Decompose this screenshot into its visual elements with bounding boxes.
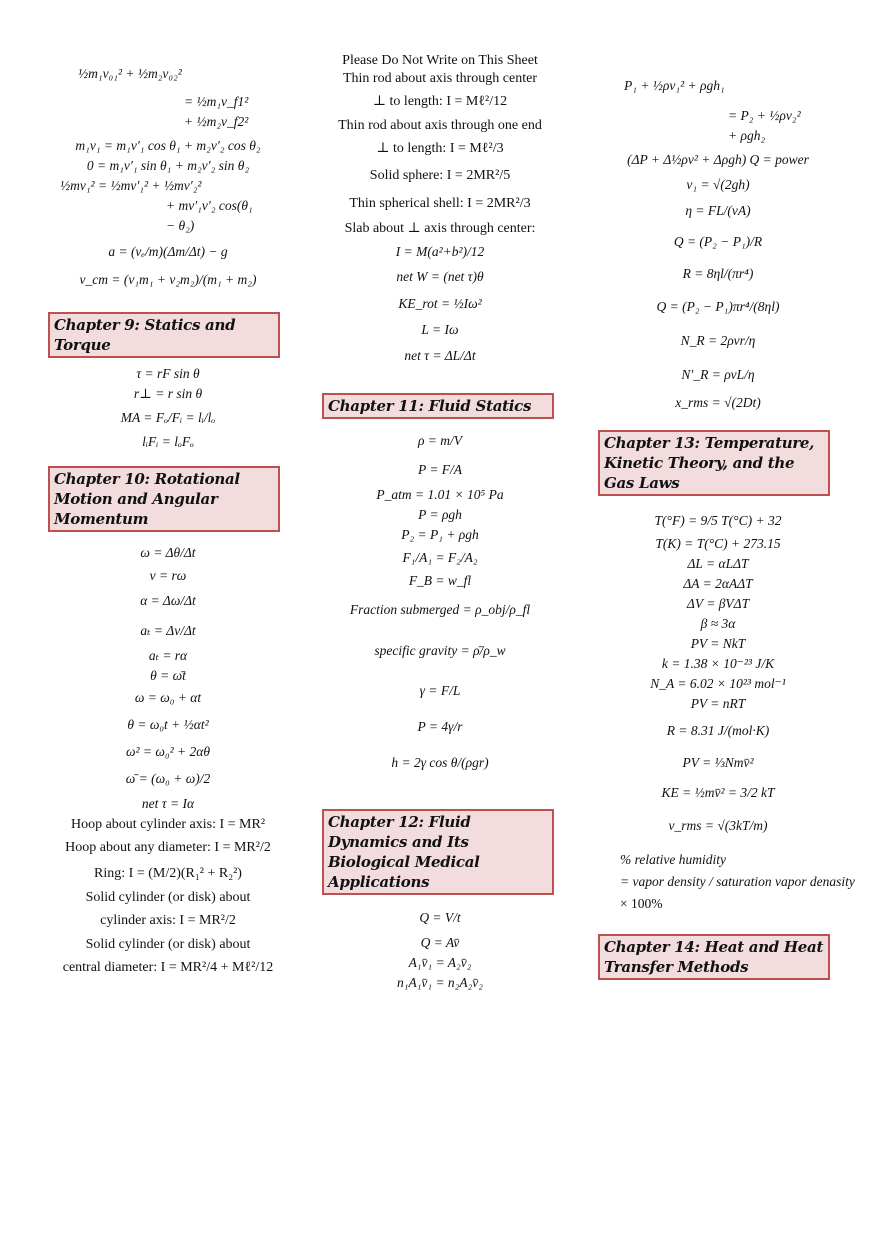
equation: β ≈ 3α: [700, 616, 736, 631]
equation: + ρgh₂: [728, 128, 766, 143]
equation: = vapor density / saturation vapor denasity: [620, 874, 855, 889]
inertia-line: Solid cylinder (or disk) about: [85, 890, 251, 905]
equation: ΔA = 2αAΔT: [683, 576, 753, 591]
chapter-11-heading: Chapter 11: Fluid Statics: [322, 393, 554, 419]
chapter-9-equations: [48, 364, 288, 452]
equation: v₁ = √(2gh): [686, 177, 750, 192]
inertia-line: Hoop about cylinder axis: I = MR²: [70, 817, 266, 832]
chapter-12-equations: [322, 903, 558, 993]
chapter-10-equations: [48, 540, 288, 814]
equation: net τ = ΔL/Δt: [404, 348, 476, 363]
chapter-13-equations: [598, 508, 838, 844]
equation: ½mv₁² = ½mv′₁² + ½mv′₂²: [60, 178, 202, 193]
do-not-write-notice: Please Do Not Write on This Sheet: [342, 53, 538, 68]
equation: × 100%: [620, 896, 663, 911]
moment-of-inertia-list-2: [322, 68, 558, 265]
equation: = P₂ + ½ρv₂²: [728, 108, 801, 123]
equation: T(K) = T(°C) + 273.15: [655, 536, 781, 551]
equation: + ½m₂v_f2²: [184, 114, 249, 129]
equation: R = 8ηl/(πr⁴): [682, 266, 754, 281]
equation: h = 2γ cos θ/(ρgr): [391, 755, 489, 770]
chapter-10-heading: Chapter 10: Rotational Motion and Angular Momentum: [48, 466, 280, 532]
chapter-12-heading: Chapter 12: Fluid Dynamics and Its Biological Medical Applications: [322, 809, 554, 895]
equation: Fraction submerged = ρ_obj/ρ_fl: [349, 602, 531, 617]
equation: v_rms = √(3kT/m): [668, 818, 768, 833]
equation: N_A = 6.02 × 10²³ mol⁻¹: [650, 676, 786, 691]
chapter-11-equations: [322, 427, 558, 781]
equation: KE_rot = ½Iω²: [398, 296, 482, 311]
equation: τ = rF sin θ: [136, 366, 200, 381]
equation: 0 = m₁v′₁ sin θ₁ + m₂v′₂ sin θ₂: [86, 158, 250, 173]
equation: Q = (P₂ − P₁)/R: [673, 234, 763, 249]
equation: aₜ = rα: [148, 648, 188, 663]
equation: PV = ⅓Nmv̄²: [682, 755, 754, 770]
inertia-line: Ring: I = (M/2)(R₁² + R₂²): [94, 866, 242, 881]
equation: L = Iω: [421, 322, 459, 337]
equation: Q = (P₂ − P₁)πr⁴/(8ηl): [656, 299, 780, 314]
equation: ½m₁v₀₁² + ½m₂v₀₂²: [78, 66, 182, 81]
equation: − θ₂): [166, 218, 195, 233]
equation: net W = (net τ)θ: [396, 269, 484, 284]
chapter-13-heading: Chapter 13: Temperature, Kinetic Theory, and the Gas Laws: [598, 430, 830, 496]
equation: F₁/A₁ = F₂/A₂: [402, 550, 478, 565]
equation: ω = Δθ/Δt: [140, 545, 196, 560]
column-1: [48, 64, 288, 981]
equation: T(°F) = 9/5 T(°C) + 32: [654, 513, 782, 528]
equation: θ = ω₀t + ½αt²: [127, 717, 209, 732]
equation: N_R = 2ρvr/η: [680, 333, 756, 348]
equation: P₂ = P₁ + ρgh: [401, 527, 479, 542]
equation: P = 4γ/r: [417, 719, 463, 734]
equation: P = F/A: [417, 462, 463, 477]
equation: ΔL = αLΔT: [687, 556, 749, 571]
equation: v = rω: [149, 568, 187, 583]
inertia-line: central diameter: I = MR²/4 + Mℓ²/12: [62, 960, 274, 975]
equation: P = ρgh: [418, 507, 462, 522]
equation: PV = NkT: [690, 636, 746, 651]
equation: specific gravity = ρ̄/ρ_w: [374, 643, 506, 658]
inertia-line: Thin rod about axis through one end: [338, 118, 542, 133]
equation: (ΔP + Δ½ρv² + Δρgh) Q = power: [627, 152, 809, 167]
equation: MA = Fₒ/Fᵢ = lᵢ/lₒ: [120, 410, 216, 425]
equation: a = (vₑ/m)(Δm/Δt) − g: [108, 244, 228, 259]
equation: = ½m₁v_f1²: [184, 94, 249, 109]
equation: v_cm = (v₁m₁ + v₂m₂)/(m₁ + m₂): [79, 272, 257, 287]
inertia-line: Solid sphere: I = 2MR²/5: [369, 168, 511, 183]
equation: P_atm = 1.01 × 10⁵ Pa: [376, 487, 504, 502]
inertia-line: Slab about ⊥ axis through center:: [344, 221, 536, 236]
equation: PV = nRT: [690, 696, 746, 711]
equation: ω² = ω₀² + 2αθ: [125, 744, 211, 759]
moment-of-inertia-list: [48, 814, 288, 981]
inertia-line: Thin spherical shell: I = 2MR²/3: [349, 196, 531, 211]
equation: ΔV = βVΔT: [686, 596, 750, 611]
column-2: [322, 68, 558, 993]
inertia-line: ⊥ to length: I = Mℓ²/3: [376, 141, 504, 156]
equation: aₜ = Δv/Δt: [140, 623, 196, 638]
column-3: [598, 76, 855, 980]
inertia-line: Thin rod about axis through center: [342, 71, 537, 86]
equation: % relative humidity: [620, 852, 726, 867]
equation: F_B = w_fl: [408, 573, 472, 588]
fluid-dynamics-equations: [598, 76, 838, 414]
collision-equations: [48, 64, 288, 290]
equation: lᵢFᵢ = lₒFₒ: [142, 434, 194, 449]
equation: k = 1.38 × 10⁻²³ J/K: [661, 656, 775, 671]
equation: x_rms = √(2Dt): [675, 395, 761, 410]
relative-humidity-formula: [598, 850, 855, 914]
equation: η = FL/(vA): [685, 203, 751, 218]
equation: net τ = Iα: [141, 796, 195, 811]
equation: ω̄ = (ω₀ + ω)/2: [125, 771, 211, 786]
equation: P₁ + ½ρv₁² + ρgh₁: [624, 78, 725, 93]
chapter-14-heading: Chapter 14: Heat and Heat Transfer Methods: [598, 934, 830, 980]
equation: N′_R = ρvL/η: [681, 367, 755, 382]
equation: γ = F/L: [419, 683, 461, 698]
chapter-9-heading: Chapter 9: Statics and Torque: [48, 312, 280, 358]
inertia-line: cylinder axis: I = MR²/2: [100, 913, 236, 928]
equation: Q = Av̄: [420, 935, 460, 950]
equation: ρ = m/V: [417, 433, 463, 448]
equation: ω = ω₀ + αt: [134, 690, 202, 705]
equation: n₁A₁v̄₁ = n₂A₂v̄₂: [397, 975, 483, 990]
equation: m₁v₁ = m₁v′₁ cos θ₁ + m₂v′₂ cos θ₂: [75, 138, 261, 153]
equation: r⊥ = r sin θ: [133, 386, 203, 401]
equation: α = Δω/Δt: [140, 593, 196, 608]
equation: A₁v̄₁ = A₂v̄₂: [408, 955, 472, 970]
equation: R = 8.31 J/(mol·K): [666, 723, 770, 738]
equation: I = M(a²+b²)/12: [395, 244, 485, 259]
inertia-line: Solid cylinder (or disk) about: [85, 937, 251, 952]
equation: + mv′₁v′₂ cos(θ₁: [166, 198, 253, 213]
inertia-line: Hoop about any diameter: I = MR²/2: [65, 840, 271, 855]
rotation-equations: [322, 265, 558, 371]
equation: θ = ω̄t: [150, 668, 186, 683]
equation: KE = ½mv̄² = 3/2 kT: [661, 785, 775, 800]
equation: Q = V/t: [419, 910, 461, 925]
inertia-line: ⊥ to length: I = Mℓ²/12: [372, 94, 508, 109]
